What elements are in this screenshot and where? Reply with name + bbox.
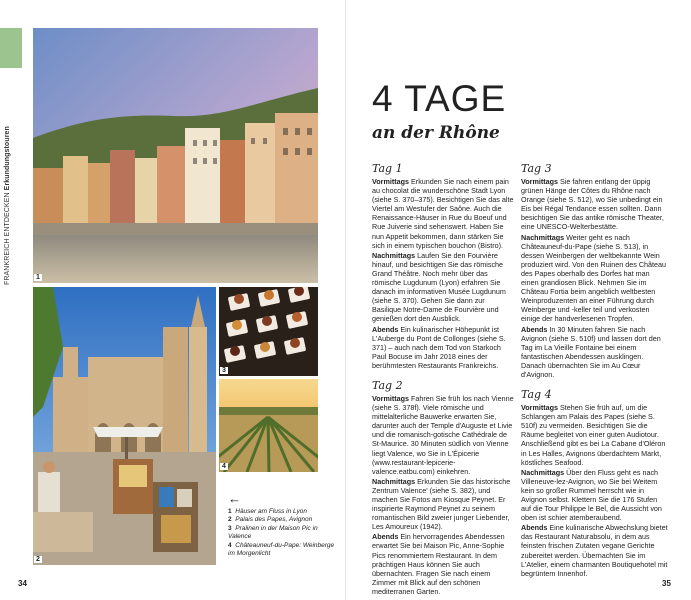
legend-item: 1 Häuser am Fluss in Lyon: [228, 508, 308, 515]
day-heading: Tag 1: [372, 162, 403, 175]
photo-number-3: 3: [222, 367, 226, 374]
photo-lyon-houses: [33, 28, 318, 283]
paragraph: Nachmittags Über den Fluss geht es nach Villeneuve-lez-Avignon, wo Sie bei Weitem kein so großer Rummel herrscht wie in Avignon selbst. Klettern Sie die 176 Stufen auf die Tour Philippe le Bel, die Aussicht von oben ist schier atemberaubend.: [521, 467, 662, 523]
paragraph: Nachmittags Weiter geht es nach Châteauneuf-du-Pape (siehe S. 513), in dessen Weinbergen der weltbekannte Wein produziert wird. Von den Ruinen des Château des Papes oberhalb des Dorfes hat man einen grandiosen Blick. Nehmen Sie im Château Fortia beim angeblich weltbesten Weinproduzenten an einer Führung durch Weinberge und -keller teil und verkosten einige der handverlesenen Tropfen.: [521, 232, 667, 324]
page-spine: [345, 0, 346, 600]
legend-item: 3 Pralinen in der Maison Pic in Valence: [228, 524, 318, 541]
page-title: 4 TAGE: [372, 78, 507, 119]
day-heading: Tag 3: [521, 162, 552, 175]
paragraph: Vormittags Erkunden Sie nach einem pain au chocolat die wunderschöne Stadt Lyon (siehe S. 370–375). Besichtigen Sie das alte Viertel am Westufer der Saône. Auch die Renaissance-Häuser in Rue du Boeuf und Rue Juiverie sind sehenswert. Haben Sie nun Appetit bekommen, dann stärken Sie sich in einem typischen bouchon (Bistro).: [372, 177, 514, 250]
legend-item: 2 Palais des Papes, Avignon: [228, 516, 313, 524]
photo-number-2: 2: [36, 556, 40, 563]
chapter-side-label: [4, 25, 11, 285]
photo-palais-des-papes: [33, 287, 216, 565]
paragraph: Nachmittags Erkunden Sie das historische Zentrum Valence' (siehe S. 382), und machen Sie Fotos am Kiosque Peynet. Er inspirierte Raymond Peynet zu seinem romantischen Bild zweier junger Liebender, Les Amoureux (1942).: [372, 476, 511, 532]
chapter-name: FRANKREICH ENTDECKEN: [4, 192, 11, 285]
day-section: [521, 388, 669, 578]
column-right: [521, 162, 669, 579]
page-subtitle: an der Rhône: [372, 123, 500, 143]
day-heading: Tag 2: [372, 378, 403, 392]
page-number-right: 35: [662, 579, 671, 588]
photo-pralinen: [219, 287, 318, 376]
column-left: [372, 162, 514, 597]
day-section: [521, 162, 669, 379]
photo-number-4: 4: [222, 463, 226, 470]
paragraph: Abends Ein hervorragendes Abendessen erwartet Sie bei Maison Pic, Anne-Sophie Pics renommiertem Restaurant. In dem prächtigen Haus können Sie auch übernachten. Fragen Sie nach einem Zimmer mit Blick auf den schönen mediterranen Garten.: [372, 532, 505, 596]
paragraph: Abends Ein kulinarischer Höhepunkt ist L'Auberge du Pont de Collonges (siehe S. 371) – auch nach dem Tod von Starkoch Paul Bocuse im Jahr 2018 eines der berühmtesten Restaurants Frankreichs.: [372, 324, 506, 370]
photo-number-1: 1: [36, 274, 40, 281]
photo-vineyards: [219, 379, 318, 472]
paragraph: Abends Eine kulinarische Abwechslung bietet das Restaurant Naturabsolu, in dem aus feinsten frischen Zutaten vegane Gerichte zubereitet werden. Übernachten Sie im L'Atelier, einem charmanten Boutiquehotel mit begrüntem Innenhof.: [521, 523, 668, 578]
arrow-left-icon: ←: [228, 491, 241, 506]
paragraph: Vormittags Sie fahren entlang der üppig grünen Hänge der Côtes du Rhône nach Orange (siehe S. 512), wo Sie unbedingt ein Eis bei Régal Tendance essen sollten. Dann besichtigen Sie das antike römische Theater, eine UNESCO-Welterbestätte.: [521, 177, 664, 232]
legend-item: 4 Châteauneuf-du-Pape: Weinberge im Morgenlicht: [228, 541, 335, 558]
paragraph: Abends In 30 Minuten fahren Sie nach Avignon (siehe S. 510f) und lassen dort den Tag im La Vieille Fontaine bei einem fantastischen Abendessen ausklingen. Danach übernachten Sie im Au Cœur d'Avignon.: [521, 324, 661, 379]
page-number-left: 34: [18, 579, 27, 588]
section-name: Erkundungstouren: [4, 126, 11, 191]
photo-legend: [228, 492, 340, 558]
paragraph: Vormittags Fahren Sie früh los nach Vienne (siehe S. 378f). Viele römische und mittelalterliche Bauwerke erwarten Sie, darunter auch der Temple d'Auguste et Livie und die romanisch-gotische Cathédrale de St-Maurice. 30 Minuten südlich von Vienne liegt Valence, wo Sie in L'Épicerie (www.restaurant-lepicerie-valence.eatbu.com) einkehren.: [372, 393, 514, 476]
day-section: [372, 379, 514, 596]
paragraph: Nachmittags Laufen Sie den Fourvière hinauf, und besichtigen Sie das römische Grand Théâtre. Noch mehr über das römische Lugdunum (Lyon) erfahren Sie danach im informativen Musée Lugdunum (siehe S. 370). Gehen Sie dann zur Basilique Notre-Dame de Fourvière und genießen dort den Ausblick.: [372, 250, 506, 324]
day-section: [372, 162, 514, 370]
day-heading: Tag 4: [521, 388, 552, 402]
paragraph: Vormittags Stehen Sie früh auf, um die Schlangen am Palais des Papes (siehe S. 510f) zu vermeiden. Besichtigen Sie die Räume begleitet von einer guten Audiotour. Anschließend gibt es bei La Cabane d'Oléron in Les Halles, Avignons überdachtem Markt, köstliches Seafood.: [521, 403, 666, 467]
